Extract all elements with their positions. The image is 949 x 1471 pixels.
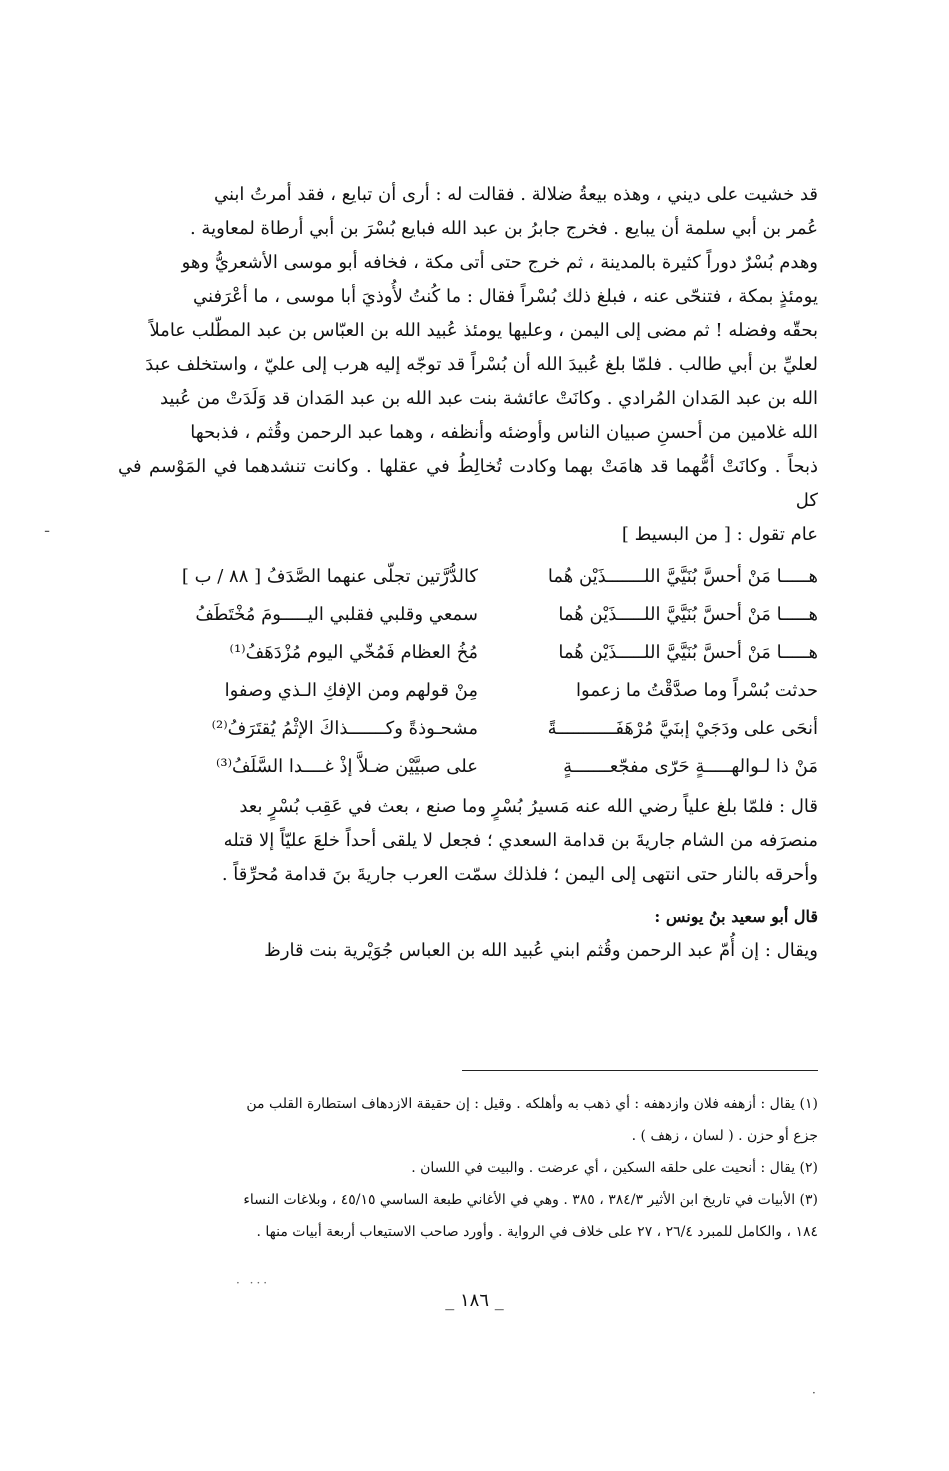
- verse-second-hemistich: مِنْ قولهم ومن الإفكِ الـذي وصفوا: [224, 680, 478, 701]
- body-paragraph-3: [118, 934, 818, 968]
- text-line: لعليِّ بن أبي طالب . فلمّا بلغ عُبيدَ الله أن بُسْراً قد توجّه إليه هرب إلى عليّ ، واستخلف عبدَ: [145, 354, 818, 375]
- verse-first-hemistich: هـــــا مَنْ أحسَّ بُنَيَّيَّ اللـــــذَيْن هُما: [558, 604, 818, 625]
- verse-first-hemistich: هـــــا مَنْ أحسَّ بُنَيَّيَّ اللـــــذَيْن هُما: [558, 642, 818, 663]
- text-line: قال : فلمّا بلغ علياً رضي الله عنه مَسيرُ بُسْرٍ وما صنع ، بعث في عَقِب بُسْرٍ بعد: [239, 796, 818, 817]
- verse-second-hemistich: كالدُّرَّتين تجلّى عنهما الصَّدَفُ [ ٨٨ / ب ]: [181, 566, 478, 587]
- footnote-line: ١٨٤ ، والكامل للمبرد ٢٦/٤ ، ٢٧ على خلاف في الرواية . وأورد صاحب الاستيعاب أربعة أبيات منها .: [256, 1224, 818, 1240]
- text-line: الله غلامين من أحسنِ صبيان الناس وأوضئه وأنظفه ، وهما عبد الرحمن وقُثم ، فذبحها: [190, 422, 818, 443]
- text-line: عُمر بن أبي سلمة أن يبايع . فخرج جابرُ بن عبد الله فبايع بُسْرَ بن أبي أرطاة لمعاوية .: [189, 218, 818, 239]
- scan-speck: ·: [812, 1386, 816, 1400]
- poem-verse: [118, 710, 818, 748]
- text-line: يومئذٍ بمكة ، فتنحّى عنه ، فبلغ ذلك بُسْراً فقال : ما كُنتُ لأُوذيَ أبا موسى ، ما أعْرَفني: [193, 286, 818, 307]
- body-paragraph-2: [118, 790, 818, 892]
- text-line: بحقّه وفضله ! ثم مضى إلى اليمن ، وعليها يومئذ عُبيد الله بن العبّاس بن عبد المطّلب عاملاً: [149, 320, 818, 341]
- text-line: منصرَفه من الشام جاريةَ بن قدامة السعدي ؛ فجعل لا يلقى أحداً خلعَ عليّاً إلا قتله: [223, 830, 818, 851]
- main-text: [118, 178, 818, 968]
- scan-specks: ··· ·: [236, 1276, 271, 1290]
- text-line: الله بن عبد المَدان المُرادي . وكانَتْ عائشة بنت عبد الله بن عبد المَدان قد وَلَدَتْ من عُبيد: [159, 388, 818, 409]
- section-subheading: قال أبو سعيد بنُ يونس :: [654, 907, 818, 926]
- verse-second-hemistich: سمعي وقلبي فقلبي اليـــــومَ مُخْتَطَفُ: [195, 604, 478, 625]
- footnote-line: (٣) الأبيات في تاريخ ابن الأثير ٣٨٤/٣ ، ٣٨٥ . وهي في الأغاني طبعة الساسي ٤٥/١٥ ، وبلاغات النساء: [243, 1192, 818, 1208]
- text-line: وهدم بُسْرٌ دوراً كثيرة بالمدينة ، ثم خرج حتى أتى مكة ، فخافه أبو موسى الأشعريُّ وهو: [181, 252, 818, 273]
- footnote-line: (٢) يقال : أنحيت على حلقه السكين ، أي عرضت . والبيت في اللسان .: [411, 1160, 818, 1176]
- margin-mark: ـ: [45, 520, 50, 536]
- verse-second-hemistich: مشحـوذةً وكـــــــذاكَ الإثْمُ يُقتَرَفُ⁽²⁾: [211, 718, 478, 739]
- verse-second-hemistich: مُخُ العظام فَمُخّي اليوم مُزْدَهَفُ⁽¹⁾: [229, 642, 478, 663]
- body-paragraph: [118, 178, 818, 552]
- footnote-line: (١) يقال : أزهفه فلان وازدهفه : أي ذهب به وأهلكه . وقيل : إن حقيقة الازدهاف استطارة القلب من: [246, 1096, 818, 1112]
- poem-verse: [118, 558, 818, 596]
- poem-verse: [118, 672, 818, 710]
- text-line: عام تقول : [ من البسيط ]: [621, 524, 818, 545]
- poem-verse: [118, 634, 818, 672]
- page-number: _ ١٨٦ _: [445, 1290, 504, 1311]
- text-line: ذبحاً . وكانَتْ أمُّهما قد هامَتْ بهما وكادت تُخالِطُ في عقلها . وكانت تنشدهما في المَوْسم في كل: [118, 456, 818, 511]
- verse-first-hemistich: أنحَى على ودَجَيْ إبنَيَّ مُرْهَفَـــــــــــةً: [547, 718, 818, 739]
- poem-verse: [118, 596, 818, 634]
- verse-first-hemistich: هـــــا مَنْ أحسَّ بُنَيَّيَّ اللـــــــذَيْن هُما: [547, 566, 818, 587]
- text-line: قد خشيت على ديني ، وهذه بيعةُ ضلالة . فقالت له : أرى أن تبايع ، فقد أمرتُ ابني: [213, 184, 818, 205]
- footnotes: [118, 1088, 818, 1248]
- text-line: ويقال : إن أُمّ عبد الرحمن وقُثم ابني عُبيد الله بن العباس جُوَيْرية بنت قارظ: [264, 940, 818, 961]
- verse-first-hemistich: مَنْ ذا لـوالهـــــةٍ حَرّى مفجّعـــــــةٍ: [563, 756, 818, 777]
- text-line: وأحرقه بالنار حتى انتهى إلى اليمن ؛ فلذلك سمّت العرب جاريةَ بنَ قدامة مُحرِّقاً .: [221, 864, 818, 885]
- verse-first-hemistich: حدثت بُسْراً وما صدَّقْتُ ما زعموا: [576, 680, 818, 701]
- footnote-line: جزع أو حزن . ( لسان ، زهف ) .: [631, 1128, 818, 1144]
- poem: [118, 558, 818, 786]
- verse-second-hemistich: على صبيَّيْن ضـلاَّ إذْ غــــدا السَّلَفُ⁽³⁾: [215, 756, 478, 777]
- footnote-divider: [462, 1070, 818, 1071]
- poem-verse: [118, 748, 818, 786]
